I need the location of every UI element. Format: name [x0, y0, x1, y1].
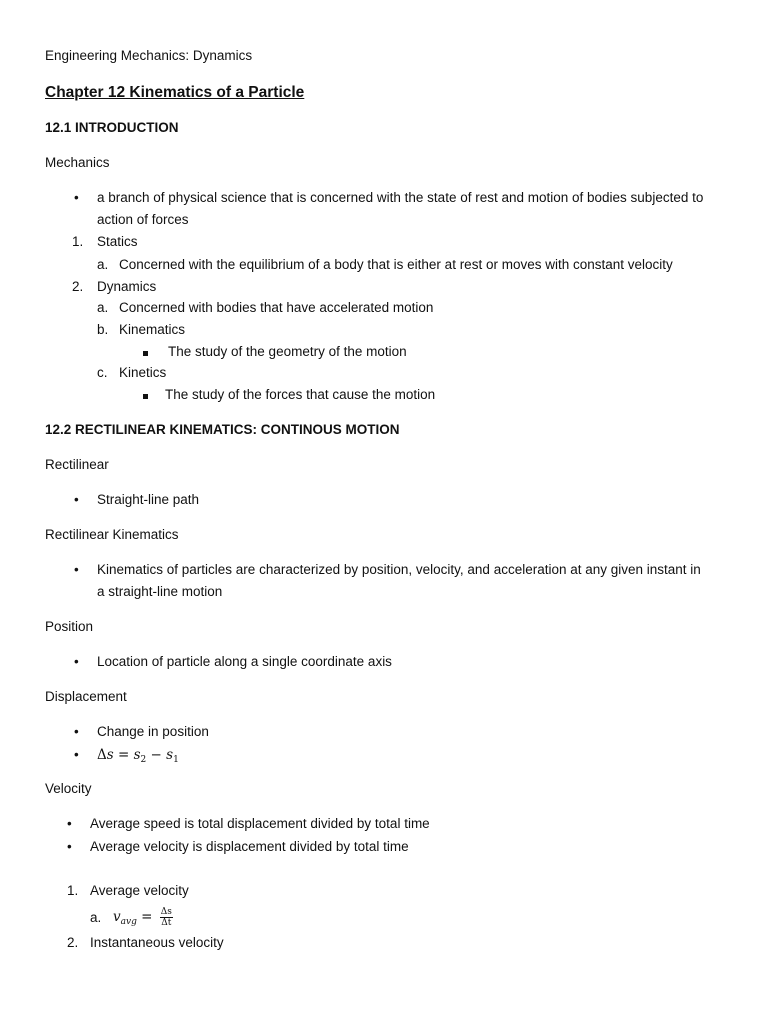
- section-heading-12-1: 12.1 INTRODUCTION: [45, 120, 179, 135]
- bullet-glyph: •: [74, 190, 79, 205]
- fraction-numerator: Δs: [160, 907, 172, 917]
- list-letter: c.: [97, 365, 108, 380]
- bullet-glyph: •: [74, 747, 79, 762]
- square-bullet-icon: [143, 386, 148, 404]
- rect-kinematics-line2: a straight-line motion: [97, 584, 223, 599]
- list-number: 2.: [67, 935, 79, 950]
- rectilinear-item: Straight-line path: [97, 492, 200, 507]
- displacement-equation: $\Delta s = s_2 - s_1$: [97, 747, 179, 765]
- term-position: Position: [45, 619, 94, 634]
- kinetics-subitem: The study of the forces that cause the motion: [165, 387, 436, 402]
- average-velocity-equation: $v_{avg}$ = $\frac{\Delta s}{\Delta t}$: [113, 907, 172, 928]
- displacement-item: Change in position: [97, 724, 209, 739]
- dynamics-item-c: Kinetics: [119, 365, 167, 380]
- bullet-glyph: •: [67, 839, 72, 854]
- bullet-glyph: •: [67, 816, 72, 831]
- list-letter: a.: [97, 300, 109, 315]
- average-velocity-label: Average velocity: [90, 883, 189, 898]
- list-number: 2.: [72, 279, 84, 294]
- velocity-bullet-2: Average velocity is displacement divided by total time: [90, 839, 409, 854]
- dynamics-label: Dynamics: [97, 279, 157, 294]
- bullet-glyph: •: [74, 492, 79, 507]
- kinematics-subitem: The study of the geometry of the motion: [168, 344, 407, 359]
- mechanics-definition-line1: a branch of physical science that is concerned with the state of rest and motion of bodies subjected to: [97, 190, 704, 205]
- dynamics-item-a: Concerned with bodies that have accelerated motion: [119, 300, 434, 315]
- term-velocity: Velocity: [45, 781, 92, 796]
- bullet-glyph: •: [74, 654, 79, 669]
- velocity-bullet-1: Average speed is total displacement divided by total time: [90, 816, 430, 831]
- rect-kinematics-line1: Kinematics of particles are characterized by position, velocity, and acceleration at any given instant in: [97, 562, 701, 577]
- position-item: Location of particle along a single coordinate axis: [97, 654, 392, 669]
- fraction-denominator: Δt: [161, 918, 172, 928]
- bullet-glyph: •: [74, 724, 79, 739]
- dynamics-item-b: Kinematics: [119, 322, 186, 337]
- list-number: 1.: [72, 234, 84, 249]
- term-displacement: Displacement: [45, 689, 127, 704]
- bullet-glyph: •: [74, 562, 79, 577]
- list-number: 1.: [67, 883, 79, 898]
- square-bullet-icon: [143, 343, 148, 361]
- list-letter: a.: [97, 257, 109, 272]
- section-heading-12-2: 12.2 RECTILINEAR KINEMATICS: CONTINOUS MOTION: [45, 422, 400, 437]
- statics-label: Statics: [97, 234, 138, 249]
- chapter-title: Chapter 12 Kinematics of a Particle: [45, 84, 305, 101]
- list-letter: b.: [97, 322, 109, 337]
- statics-item-a: Concerned with the equilibrium of a body that is either at rest or moves with constant velocity: [119, 257, 673, 272]
- mechanics-definition-line2: action of forces: [97, 212, 189, 227]
- instantaneous-velocity-label: Instantaneous velocity: [90, 935, 224, 950]
- term-rectilinear: Rectilinear: [45, 457, 109, 472]
- term-mechanics: Mechanics: [45, 155, 110, 170]
- list-letter: a.: [90, 910, 102, 925]
- term-rectilinear-kinematics: Rectilinear Kinematics: [45, 527, 179, 542]
- course-title: Engineering Mechanics: Dynamics: [45, 48, 253, 63]
